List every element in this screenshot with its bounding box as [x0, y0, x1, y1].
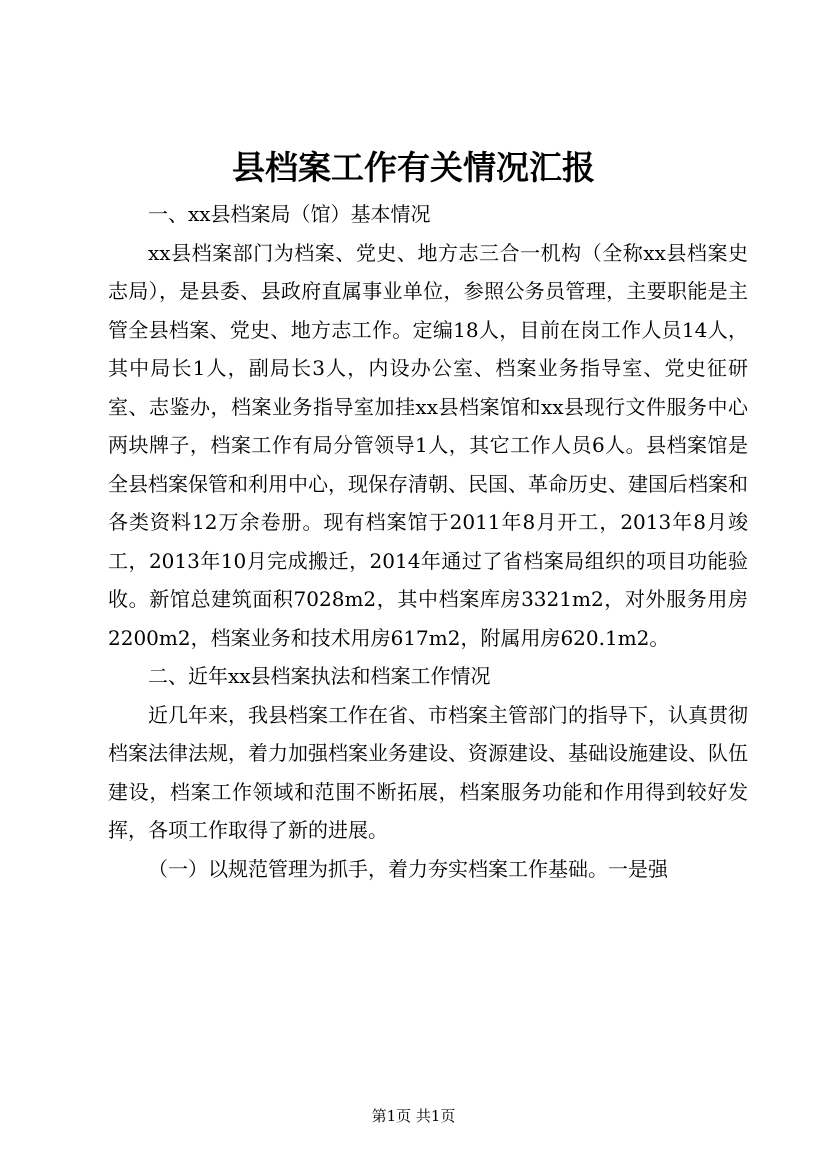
- body-paragraph: xx县档案部门为档案、党史、地方志三合一机构（全称xx县档案史志局），是县委、县政府直属事业单位，参照公务员管理，主要职能是主管全县档案、党史、地方志工作。定编18人，目前在岗工作人员14人，其中局长1人，副局长3人，内设办公室、档案业务指导室、党史征研室、志鉴办，档案业务指导室加挂xx县档案馆和xx县现行文件服务中心两块牌子，档案工作有局分管领导1人，其它工作人员6人。县档案馆是全县档案保管和利用中心，现保存清朝、民国、革命历史、建国后档案和各类资料12万余卷册。现有档案馆于2011年8月开工，2013年8月竣工，2013年10月完成搬迁，2014年通过了省档案局组织的项目功能验收。新馆总建筑面积7028m2，其中档案库房3321m2，对外服务用房2200m2，档案业务和技术用房617m2，附属用房620.1m2。: [108, 240, 748, 650]
- section-heading: 一、xx县档案局（馆）基本情况: [148, 202, 431, 226]
- page-title: 县档案工作有关情况汇报: [232, 148, 595, 187]
- document-body: [108, 195, 748, 888]
- body-paragraph: （一）以规范管理为抓手，着力夯实档案工作基础。一是强: [148, 856, 668, 881]
- body-paragraph: 近几年来，我县档案工作在省、市档案主管部门的指导下，认真贯彻档案法律法规，着力加强档案业务建设、资源建设、基础设施建设、队伍建设，档案工作领域和范围不断拓展，档案服务功能和作用得到较好发挥，各项工作取得了新的进展。: [108, 702, 748, 842]
- page-footer: 第1页 共1页: [371, 1107, 456, 1125]
- section-heading: 二、近年xx县档案执法和档案工作情况: [148, 664, 491, 688]
